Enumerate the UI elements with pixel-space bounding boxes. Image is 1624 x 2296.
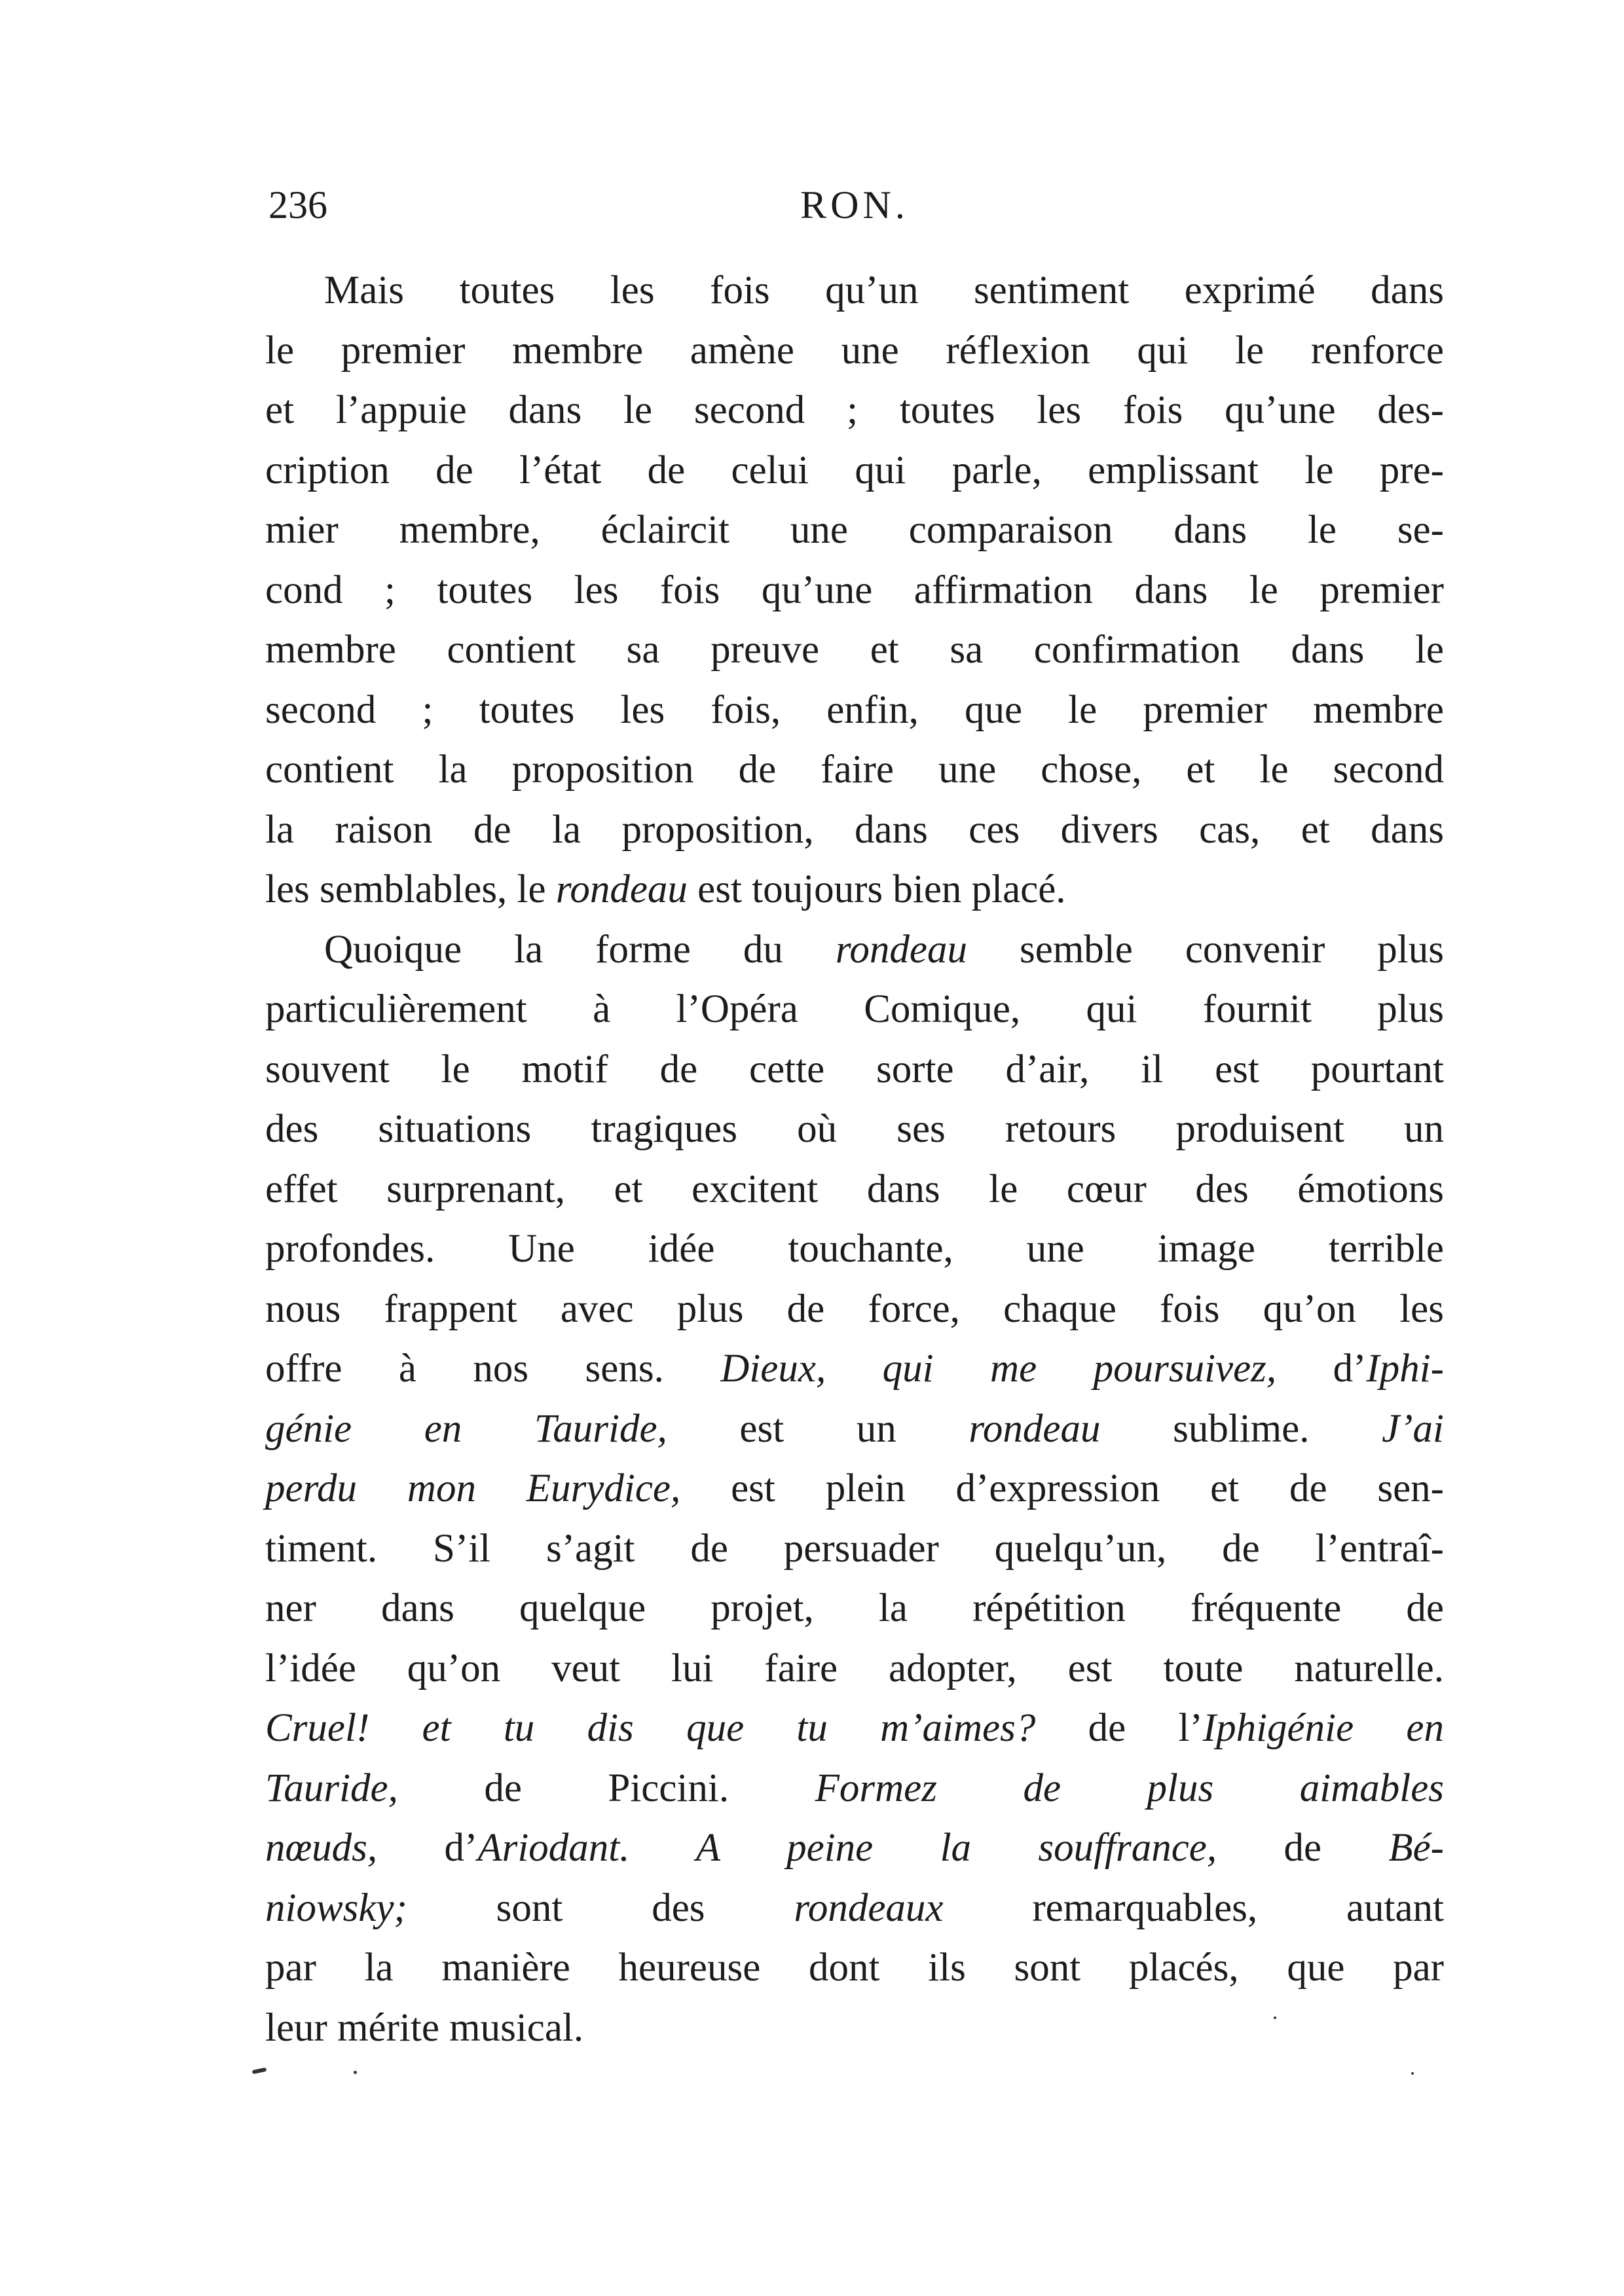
text-run: souvent le motif de cette sorte d’air, il est pourtant [265, 1047, 1444, 1091]
text-run: Mais toutes les fois qu’un sentiment exprimé dans [324, 268, 1444, 312]
text-run: contient la proposition de faire une chose, et le second [265, 748, 1444, 792]
text-run: nous frappent avec plus de force, chaque fois qu’on les [265, 1286, 1444, 1331]
text-run: est toujours bien placé. [687, 867, 1066, 911]
italic-text: Formez de plus aimables [815, 1766, 1445, 1810]
text-run: est un [667, 1406, 969, 1451]
text-line [265, 1758, 1444, 1819]
text-line [265, 860, 1444, 920]
page-number: 236 [268, 183, 327, 227]
text-line [265, 1578, 1444, 1639]
ink-speck [1274, 2016, 1276, 2019]
text-run: effet surprenant, et excitent dans le cœur des émotions [265, 1167, 1444, 1211]
running-head [268, 175, 1441, 234]
italic-text: Bé- [1388, 1826, 1444, 1870]
italic-text: rondeau [969, 1406, 1101, 1451]
text-run: mier membre, éclaircit une comparaison dans le se- [265, 508, 1444, 552]
italic-text: rondeaux [794, 1886, 944, 1930]
text-line [265, 1878, 1444, 1939]
text-run: d’ [1276, 1347, 1367, 1391]
text-line [265, 380, 1444, 441]
text-run: remarquables, autant [943, 1886, 1445, 1930]
text-run: de [1217, 1826, 1389, 1870]
text-line [265, 620, 1444, 680]
text-line [265, 800, 1444, 860]
text-run: et l’appuie dans le second ; toutes les fois qu’une des- [265, 388, 1444, 432]
text-line [265, 500, 1444, 560]
italic-text: Tauride, [265, 1766, 398, 1810]
text-run: de Piccini. [397, 1766, 815, 1810]
text-line [265, 1339, 1444, 1399]
text-run: les semblables, le [265, 867, 556, 911]
text-line [265, 979, 1444, 1040]
text-run: des situations tragiques où ses retours produisent un [265, 1107, 1444, 1151]
text-line [265, 920, 1444, 980]
ink-speck [354, 2071, 357, 2074]
italic-text: Dieux, qui me poursuivez, [720, 1347, 1277, 1391]
text-line [265, 1998, 1444, 2058]
text-line [265, 1459, 1444, 1519]
text-line [265, 1219, 1444, 1279]
text-line [265, 1698, 1444, 1758]
italic-text: nœuds, [265, 1826, 378, 1870]
text-line [265, 1519, 1444, 1579]
text-line [265, 560, 1444, 621]
text-run: sublime. [1100, 1406, 1382, 1451]
italic-text: Cruel! et tu dis que tu m’aimes? [265, 1706, 1036, 1750]
italic-text: perdu mon Eurydice, [265, 1467, 681, 1510]
italic-text: génie en Tauride, [265, 1406, 667, 1451]
text-line [265, 321, 1444, 381]
italic-text: niowsky; [265, 1886, 407, 1930]
text-run: particulièrement à l’Opéra Comique, qui fournit plus [265, 987, 1444, 1031]
text-run: est plein d’expression et de sen- [680, 1467, 1444, 1510]
text-run: cription de l’état de celui qui parle, emplissant le pre- [265, 448, 1444, 492]
text-line [265, 1099, 1444, 1159]
header-title: RON. [800, 183, 909, 227]
text-run: semble convenir plus [967, 927, 1444, 972]
text-line [265, 1639, 1444, 1699]
text-run: l’idée qu’on veut lui faire adopter, est toute naturelle. [265, 1646, 1444, 1690]
text-run: ner dans quelque projet, la répétition fréquente de [265, 1586, 1444, 1630]
ink-speck [252, 2068, 267, 2074]
text-run: cond ; toutes les fois qu’une affirmation dans le premier [265, 568, 1444, 612]
text-line [265, 1040, 1444, 1100]
text-line [265, 680, 1444, 740]
text-run: membre contient sa preuve et sa confirmation dans le [265, 628, 1444, 672]
text-run: la raison de la proposition, dans ces divers cas, et dans [265, 807, 1444, 852]
text-run: Quoique la forme du [324, 927, 836, 972]
text-run: le premier membre amène une réflexion qui le renforce [265, 328, 1444, 373]
text-run: par la manière heureuse dont ils sont placés, que par [265, 1946, 1444, 1990]
text-line [265, 261, 1444, 321]
text-line [265, 1818, 1444, 1878]
italic-text: rondeau [835, 927, 967, 972]
text-run: offre à nos sens. [265, 1347, 721, 1391]
text-run: timent. S’il s’agit de persuader quelqu’un, de l’entraî- [265, 1526, 1444, 1571]
ink-speck [1411, 2072, 1414, 2075]
text-run: d’ [377, 1826, 478, 1870]
italic-text: Ariodant. A peine la souffrance, [477, 1826, 1217, 1870]
text-line [265, 1938, 1444, 1998]
italic-text: Iphigénie en [1202, 1706, 1445, 1750]
text-run: profondes. Une idée touchante, une image terrible [265, 1227, 1444, 1271]
text-run: leur mérite musical. [265, 2005, 584, 2050]
text-line [265, 740, 1444, 800]
text-run: de l’ [1035, 1706, 1203, 1750]
body-text [265, 261, 1444, 2058]
text-run: sont des [407, 1886, 794, 1930]
text-line [265, 441, 1444, 501]
text-line [265, 1399, 1444, 1459]
italic-text: J’ai [1382, 1406, 1444, 1451]
text-line [265, 1279, 1444, 1339]
text-run: second ; toutes les fois, enfin, que le premier membre [265, 687, 1444, 732]
text-line [265, 1159, 1444, 1220]
italic-text: rondeau [555, 867, 688, 911]
italic-text: Iphi- [1366, 1347, 1444, 1391]
